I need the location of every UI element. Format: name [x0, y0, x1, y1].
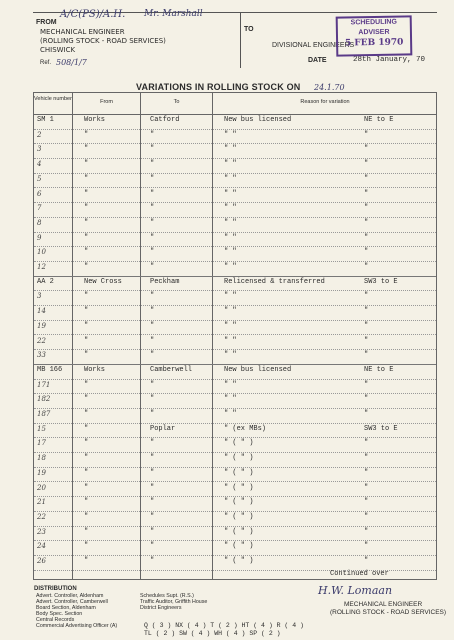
from-cell: ": [84, 292, 89, 301]
from-handwritten-name: Mr. Marshall: [144, 9, 203, 19]
from-handwritten: A/C(PS)/A.H.: [60, 9, 126, 20]
depot-codes-2: TL ( 2 ) SW ( 4 ) WH ( 4 ) SP ( 2 ): [144, 630, 281, 637]
route-change-cell: ": [364, 160, 369, 169]
reason-cell: Relicensed & transferred: [224, 277, 325, 286]
to-cell: ": [150, 527, 155, 536]
to-label: TO: [244, 26, 254, 33]
route-change-cell: ": [364, 557, 369, 565]
vehicle-number-cell: 33: [37, 351, 46, 360]
reason-cell: " ( " ): [224, 557, 254, 565]
from-cell: ": [84, 439, 89, 448]
route-change-cell: ": [364, 204, 369, 213]
reason-cell: " ": [224, 263, 237, 271]
vehicle-number-cell: 3: [37, 292, 42, 301]
route-change-cell: ": [364, 410, 369, 418]
to-cell: ": [150, 542, 155, 551]
vehicle-number-cell: MB 166: [37, 365, 63, 374]
vehicle-number-cell: 4: [37, 160, 42, 169]
vehicle-number-cell: 6: [37, 189, 42, 198]
stamp-line-2: ADVISER: [358, 28, 390, 37]
table-row: [34, 541, 436, 556]
table-row: [34, 144, 436, 159]
route-change-cell: ": [364, 380, 369, 389]
distribution-label: DISTRIBUTION: [34, 586, 77, 592]
reason-cell: " ( " ): [224, 439, 254, 448]
from-line-1: MECHANICAL ENGINEER: [40, 28, 125, 36]
distribution-item: Board Section, Aldenham: [36, 605, 96, 611]
vehicle-number-cell: 2: [37, 130, 42, 139]
route-change-cell: ": [364, 395, 369, 404]
route-change-cell: SW3 to E: [364, 277, 398, 286]
to-cell: ": [150, 321, 155, 330]
route-change-cell: ": [364, 454, 369, 463]
from-cell: ": [84, 424, 89, 433]
vehicle-number-cell: 19: [37, 468, 46, 477]
to-cell: ": [150, 395, 155, 404]
table-row: [34, 233, 436, 248]
to-cell: ": [150, 130, 155, 139]
table-row: [34, 497, 436, 512]
to-cell: ": [150, 468, 155, 477]
vehicle-number-cell: 3: [37, 145, 42, 154]
table-row: [34, 306, 436, 321]
to-cell: ": [150, 233, 155, 242]
reason-cell: " ": [224, 410, 237, 418]
from-cell: ": [84, 336, 89, 345]
route-change-cell: ": [364, 218, 369, 227]
title-date: 24.1.70: [314, 83, 345, 92]
route-change-cell: ": [364, 130, 369, 139]
from-cell: ": [84, 380, 89, 389]
reason-cell: " ": [224, 248, 237, 257]
signature-role-2: (ROLLING STOCK - ROAD SERVICES): [330, 609, 447, 616]
table-row: [34, 218, 436, 233]
vehicle-number-cell: 187: [37, 410, 51, 418]
from-cell: ": [84, 512, 89, 521]
from-cell: ": [84, 145, 89, 154]
from-cell: ": [84, 160, 89, 169]
to-cell: ": [150, 307, 155, 316]
distribution-item: Advert. Controller, Camberwell: [36, 599, 108, 605]
reason-cell: " ": [224, 218, 237, 227]
route-change-cell: ": [364, 498, 369, 507]
from-cell: ": [84, 468, 89, 477]
to-cell: ": [150, 204, 155, 213]
signature-role-1: MECHANICAL ENGINEER: [344, 601, 423, 608]
route-change-cell: SW3 to E: [364, 424, 398, 433]
from-cell: ": [84, 542, 89, 551]
ref-value: 508/1/7: [56, 58, 87, 67]
to-cell: Peckham: [150, 277, 180, 286]
from-cell: ": [84, 498, 89, 507]
from-cell: ": [84, 263, 89, 271]
table-row: [34, 262, 436, 277]
from-cell: ": [84, 454, 89, 463]
reason-cell: " ( " ): [224, 542, 254, 551]
col-header-reason: Reason for variation: [300, 99, 350, 105]
reason-cell: " ": [224, 380, 237, 389]
from-cell: ": [84, 351, 89, 360]
vehicle-number-cell: 18: [37, 454, 46, 463]
route-change-cell: NE to E: [364, 116, 394, 124]
route-change-cell: ": [364, 351, 369, 360]
to-cell: ": [150, 410, 155, 418]
vehicle-number-cell: 14: [37, 307, 46, 316]
from-cell: ": [84, 248, 89, 257]
vehicle-number-cell: 10: [37, 248, 46, 257]
to-cell: ": [150, 218, 155, 227]
table-row: [34, 394, 436, 409]
vehicle-number-cell: 22: [37, 336, 46, 345]
reason-cell: " ( " ): [224, 483, 254, 492]
vehicle-number-cell: 26: [37, 557, 46, 565]
route-change-cell: ": [364, 439, 369, 448]
vehicle-number-cell: 23: [37, 527, 46, 536]
vehicle-number-cell: 19: [37, 321, 46, 330]
to-cell: ": [150, 160, 155, 169]
table-row: [34, 409, 436, 424]
table-row: [34, 115, 436, 130]
distribution-item: Advert. Controller, Aldenham: [36, 593, 104, 599]
vehicle-number-cell: 22: [37, 512, 46, 521]
reason-cell: " ( " ): [224, 527, 254, 536]
to-cell: ": [150, 292, 155, 301]
reason-cell: " ": [224, 321, 237, 330]
table-row: [34, 365, 436, 380]
reason-cell: " ": [224, 145, 237, 154]
distribution-item: Body Spec. Section: [36, 611, 83, 617]
route-change-cell: ": [364, 307, 369, 316]
table-row: [34, 174, 436, 189]
table-row: [34, 203, 436, 218]
header-divider: [240, 12, 241, 68]
table-row: [34, 556, 436, 571]
vehicle-number-cell: 20: [37, 483, 46, 492]
vehicle-number-cell: 15: [37, 424, 46, 433]
stamp-line-1: SCHEDULING: [350, 18, 397, 27]
reason-cell: " ": [224, 204, 237, 213]
vehicle-number-cell: 12: [37, 263, 46, 271]
from-cell: ": [84, 527, 89, 536]
to-cell: Poplar: [150, 424, 176, 433]
vehicle-number-cell: SM 1: [37, 116, 54, 124]
from-cell: ": [84, 321, 89, 330]
to-cell: ": [150, 454, 155, 463]
to-cell: ": [150, 483, 155, 492]
received-stamp: [336, 15, 413, 56]
table-row: [34, 438, 436, 453]
from-cell: ": [84, 410, 89, 418]
continued-note: Continued over: [330, 570, 389, 578]
to-cell: ": [150, 189, 155, 198]
table-row: [34, 336, 436, 351]
table-row: [34, 130, 436, 145]
vehicle-number-cell: 8: [37, 218, 42, 227]
table-row: [34, 321, 436, 336]
distribution-item: District Engineers: [140, 605, 182, 611]
to-cell: Catford: [150, 116, 180, 124]
date-value: 28th January, 70: [353, 56, 426, 64]
route-change-cell: ": [364, 248, 369, 257]
from-cell: ": [84, 174, 89, 183]
signature: H.W. Lomaan: [318, 584, 393, 597]
to-cell: ": [150, 336, 155, 345]
to-cell: ": [150, 557, 155, 565]
table-row: [34, 468, 436, 483]
route-change-cell: ": [364, 468, 369, 477]
from-cell: ": [84, 557, 89, 565]
reason-cell: New bus licensed: [224, 365, 292, 374]
table-row: [34, 247, 436, 262]
from-cell: Works: [84, 365, 106, 374]
reason-cell: " ": [224, 130, 237, 139]
reason-cell: " ": [224, 307, 237, 316]
route-change-cell: ": [364, 527, 369, 536]
col-header-to: To: [173, 99, 180, 105]
from-cell: ": [84, 307, 89, 316]
from-cell: ": [84, 130, 89, 139]
from-cell: ": [84, 483, 89, 492]
route-change-cell: ": [364, 263, 369, 271]
from-line-3: CHISWICK: [40, 46, 76, 54]
route-change-cell: NE to E: [364, 365, 394, 374]
vehicle-number-cell: 21: [37, 498, 46, 507]
reason-cell: " ( " ): [224, 454, 254, 463]
vehicle-number-cell: 17: [37, 439, 46, 448]
distribution-item: Commercial Advertising Officer (A): [36, 623, 118, 629]
to-cell: ": [150, 351, 155, 360]
to-cell: ": [150, 248, 155, 257]
vehicle-number-cell: 7: [37, 204, 42, 213]
vehicle-number-cell: 9: [37, 233, 42, 242]
route-change-cell: ": [364, 174, 369, 183]
reason-cell: " ( " ): [224, 498, 254, 507]
from-label: FROM: [36, 19, 57, 26]
distribution-item: Traffic Auditor, Griffith House: [140, 599, 208, 605]
reason-cell: " ": [224, 233, 237, 242]
to-cell: ": [150, 439, 155, 448]
route-change-cell: ": [364, 233, 369, 242]
table-row: [34, 453, 436, 468]
to-cell: ": [150, 512, 155, 521]
table-row: [34, 189, 436, 204]
to-cell: ": [150, 263, 155, 271]
to-cell: ": [150, 145, 155, 154]
reason-cell: " ": [224, 336, 237, 345]
table-row: [34, 512, 436, 527]
vehicle-number-cell: 5: [37, 174, 42, 183]
depot-codes-1: Q ( 3 ) NX ( 4 ) T ( 2 ) HT ( 4 ) R ( 4 ): [144, 622, 304, 629]
table-row: [34, 483, 436, 498]
vehicle-number-cell: 182: [37, 395, 51, 404]
table-row: [34, 424, 436, 439]
reason-cell: " ( " ): [224, 512, 254, 521]
from-cell: ": [84, 395, 89, 404]
table-row: [34, 350, 436, 365]
table-row: [34, 527, 436, 542]
route-change-cell: ": [364, 512, 369, 521]
reason-cell: " ": [224, 174, 237, 183]
table-row: [34, 380, 436, 395]
document-title: VARIATIONS IN ROLLING STOCK ON: [136, 82, 301, 92]
table-row: [34, 277, 436, 292]
from-cell: ": [84, 189, 89, 198]
route-change-cell: ": [364, 189, 369, 198]
ref-label: Ref.: [40, 60, 52, 66]
route-change-cell: ": [364, 542, 369, 551]
route-change-cell: ": [364, 292, 369, 301]
to-cell: ": [150, 498, 155, 507]
route-change-cell: ": [364, 321, 369, 330]
from-cell: Works: [84, 116, 106, 124]
stamp-date: 5 FEB 1970: [344, 37, 404, 49]
reason-cell: " ": [224, 395, 237, 404]
reason-cell: " (ex MBs): [224, 424, 267, 433]
vehicle-number-cell: AA 2: [37, 277, 54, 286]
from-line-2: (ROLLING STOCK - ROAD SERVICES): [40, 37, 166, 45]
distribution-item: Central Records: [36, 617, 75, 623]
reason-cell: " ": [224, 189, 237, 198]
to-cell: ": [150, 174, 155, 183]
route-change-cell: ": [364, 145, 369, 154]
from-cell: New Cross: [84, 277, 122, 286]
reason-cell: New bus licensed: [224, 116, 292, 124]
route-change-cell: ": [364, 336, 369, 345]
from-cell: ": [84, 233, 89, 242]
to-value: DIVISIONAL ENGINEERS: [272, 42, 355, 49]
reason-cell: " ": [224, 292, 237, 301]
vehicle-number-cell: 24: [37, 542, 46, 551]
date-label: DATE: [308, 57, 327, 64]
col-header-from: From: [100, 99, 113, 105]
table-row: [34, 159, 436, 174]
reason-cell: " ( " ): [224, 468, 254, 477]
reason-cell: " ": [224, 160, 237, 169]
to-cell: ": [150, 380, 155, 389]
route-change-cell: ": [364, 483, 369, 492]
from-cell: ": [84, 204, 89, 213]
vehicle-number-cell: 171: [37, 380, 51, 389]
table-row: [34, 291, 436, 306]
reason-cell: " ": [224, 351, 237, 360]
from-cell: ": [84, 218, 89, 227]
distribution-item: Schedules Supt. (R.S.): [140, 593, 194, 599]
to-cell: Camberwell: [150, 365, 193, 374]
col-header-vehicle: Vehicle number: [34, 96, 72, 102]
